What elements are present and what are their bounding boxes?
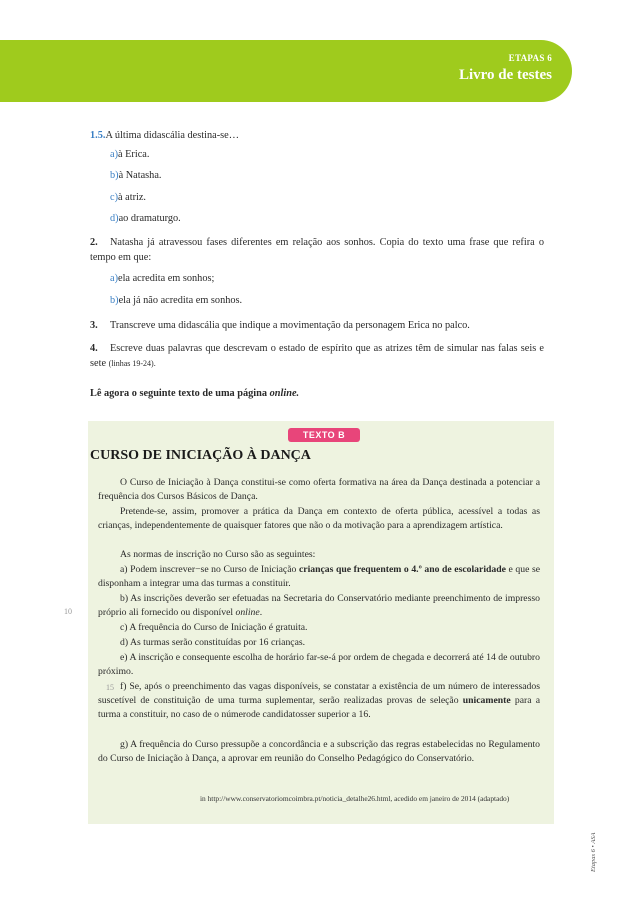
option-2b: b)ela já não acredita em sonhos. [110,295,243,306]
question-4: 4. Escreve duas palavras que descrevam o estado de espírito que as atrizes têm de simular nas falas seis e sete (linhas 19-24). [90,343,544,369]
texto-badge: TEXTO B [288,428,360,442]
banner-title: Livro de testes [458,67,552,83]
option-c: c)à atriz. [110,192,147,203]
line-number-15: 15 [106,683,114,692]
norm-c: c) A frequência do Curso de Iniciação é gratuita. [120,622,308,633]
question-text: A última didascália destina-se… [105,130,239,141]
paragraph-1: O Curso de Iniciação à Dança constitui-se como oferta formativa na área da Dança destinada a potenciar a frequência dos Cursos Básicos de Dança. [98,477,540,503]
paragraph-3: As normas de inscrição no Curso são as seguintes: [120,549,316,560]
question-1-5 [90,128,239,143]
line-number-10: 10 [64,607,72,616]
banner-subtitle: ETAPAS 6 [508,53,552,63]
lead-text: Lê agora o seguinte texto de uma página online. [90,388,300,399]
option-2a: a)ela acredita em sonhos; [110,273,215,284]
option-b: b)à Natasha. [110,170,162,181]
texto-title: CURSO DE INICIAÇÃO À DANÇA [90,448,311,463]
norm-b: b) As inscrições deverão ser efetuadas na Secretaria do Conservatório mediante preenchimento de impresso próprio ali fornecido ou disponível online. [98,593,540,619]
norm-g: g) A frequência do Curso pressupõe a concordância e a subscrição das regras estabelecidas no Regulamento do Curso de Iniciação à Dança, a aprovar em reunião do Conselho Pedagógico do Conservatório. [98,739,540,765]
paragraph-2: Pretende-se, assim, promover a prática da Dança em contexto de oferta pública, acessível a todas as crianças, independentemente de quaisquer fatores que não o da motivação para a aprendizagem artística. [98,506,540,532]
option-d: d)ao dramaturgo. [110,213,181,224]
question-3: 3. Transcreve uma didascália que indique a movimentação da personagem Erica no palco. [90,320,470,331]
option-a: a)à Erica. [110,149,150,160]
source-citation: in http://www.conservatoriomcoimbra.pt/noticia_detalhe26.html, acedido em janeiro de 2014 (adaptado) [200,794,510,803]
norm-e: e) A inscrição e consequente escolha de horário far-se-á por ordem de chegada e decorrerá até 14 de outubro próximo. [98,652,540,678]
question-2: 2. Natasha já atravessou fases diferentes em relação aos sonhos. Copia do texto uma frase que refira o tempo em que: [90,237,544,263]
norm-a: a) Podem inscrever−se no Curso de Iniciação crianças que frequentem o 4.º ano de escolaridade e que se disponham a integrar uma das turmas a constituir. [98,564,541,590]
norm-f: f) Se, após o preenchimento das vagas disponíveis, se constatar a existência de um número de interessados suscetível de constituição de uma turma suplementar, serão realizadas provas de seleção unicamente para a turma a constituir, no caso de o númerode candidatosser superior a 16. [98,681,541,721]
norm-d: d) As turmas serão constituídas por 16 crianças. [120,637,306,648]
question-number: 1.5. [90,130,106,141]
side-footer: Etapas 6 • ASA [590,832,597,872]
